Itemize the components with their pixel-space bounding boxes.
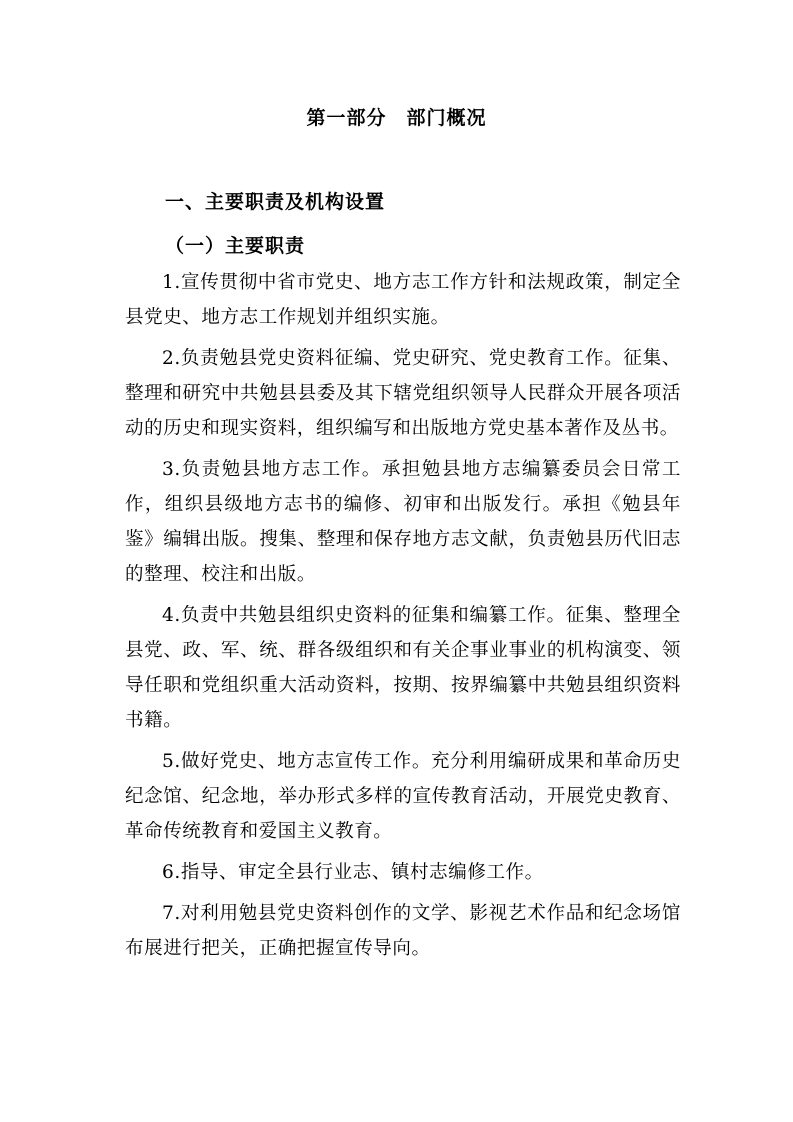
duty-paragraph-5: 5.做好党史、地方志宣传工作。充分利用编研成果和革命历史纪念馆、纪念地，举办形式多样的宣传教育活动，开展党史教育、革命传统教育和爱国主义教育。	[125, 751, 681, 842]
duty-paragraph-3: 3.负责勉县地方志工作。承担勉县地方志编纂委员会日常工作，组织县级地方志书的编修、初审和出版发行。承担《勉县年鉴》编辑出版。搜集、整理和保存地方志文献，负责勉县历代旧志的整理、校注和出版。	[125, 459, 681, 585]
part-title: 第一部分 部门概况	[306, 107, 487, 129]
section-heading: 一、主要职责及机构设置	[165, 191, 386, 213]
duty-paragraph-7: 7.对利用勉县党史资料创作的文学、影视艺术作品和纪念场馆布展进行把关，正确把握宣传导向。	[125, 903, 681, 959]
duty-paragraph-1: 1.宣传贯彻中省市党史、地方志工作方针和法规政策，制定全县党史、地方志工作规划并组织实施。	[125, 272, 681, 328]
duty-paragraph-6: 6.指导、审定全县行业志、镇村志编修工作。	[162, 862, 544, 883]
duties-list	[125, 265, 681, 972]
duty-paragraph-2: 2.负责勉县党史资料征编、党史研究、党史教育工作。征集、整理和研究中共勉县县委及其下辖党组织领导人民群众开展各项活动的历史和现实资料，组织编写和出版地方党史基本著作及丛书。	[125, 348, 681, 439]
duty-paragraph-4: 4.负责中共勉县组织史资料的征集和编纂工作。征集、整理全县党、政、军、统、群各级组织和有关企事业事业的机构演变、领导任职和党组织重大活动资料，按期、按界编纂中共勉县组织资料书籍。	[125, 605, 681, 731]
subsection-heading: （一）主要职责	[165, 235, 306, 257]
